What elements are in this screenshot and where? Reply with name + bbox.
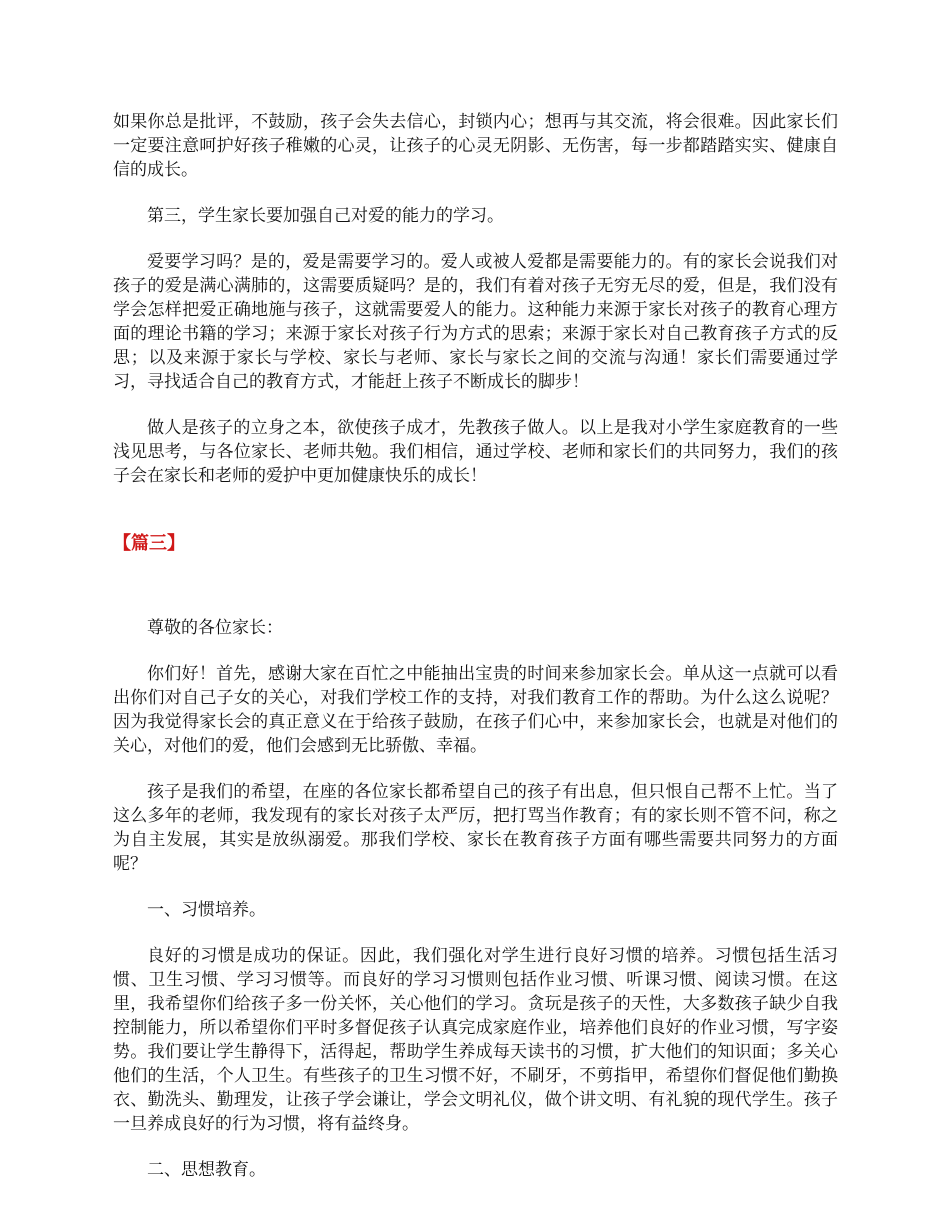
paragraph: 你们好！首先，感谢大家在百忙之中能抽出宝贵的时间来参加家长会。单从这一点就可以看出你们对自己子女的关心，对我们学校工作的支持，对我们教育工作的帮助。为什么这么说呢？因为我觉得家长会的真正意义在于给孩子鼓励，在孩子们心中，来参加家长会，也就是对他们的关心，对他们的爱，他们会感到无比骄傲、幸福。 [113, 664, 838, 756]
paragraph: 爱要学习吗？是的，爱是需要学习的。爱人或被人爱都是需要能力的。有的家长会说我们对孩子的爱是满心满肺的，这需要质疑吗？是的，我们有着对孩子无穷无尽的爱，但是，我们没有学会怎样把爱正确地施与孩子，这就需要爱人的能力。这种能力来源于家长对孩子的教育心理方面的理论书籍的学习；来源于家长对孩子行为方式的思索；来源于家长对自己教育孩子方式的反思；以及来源于家长与学校、家长与老师、家长与家长之间的交流与沟通！家长们需要通过学习，寻找适合自己的教育方式，才能赶上孩子不断成长的脚步！ [113, 252, 838, 392]
subheading: 一、习惯培养。 [147, 900, 266, 920]
salutation: 尊敬的各位家长： [147, 618, 283, 638]
paragraph: 孩子是我们的希望，在座的各位家长都希望自己的孩子有出息，但只恨自己帮不上忙。当了这么多年的老师，我发现有的家长对孩子太严厉，把打骂当作教育；有的家长则不管不问，称之为自主发展，其实是放纵溺爱。那我们学校、家长在教育孩子方面有哪些需要共同努力的方面呢？ [113, 782, 838, 874]
paragraph: 第三，学生家长要加强自己对爱的能力的学习。 [147, 206, 504, 226]
document-page [113, 110, 838, 1204]
paragraph: 如果你总是批评，不鼓励，孩子会失去信心，封锁内心；想再与其交流，将会很难。因此家长们一定要注意呵护好孩子稚嫩的心灵，让孩子的心灵无阴影、无伤害，每一步都踏踏实实、健康自信的成长。 [113, 112, 838, 180]
section-heading: 【篇三】 [113, 533, 185, 554]
subheading: 二、思想教育。 [147, 1160, 266, 1180]
paragraph: 良好的习惯是成功的保证。因此，我们强化对学生进行良好习惯的培养。习惯包括生活习惯、卫生习惯、学习习惯等。而良好的学习习惯则包括作业习惯、听课习惯、阅读习惯。在这里，我希望你们给孩子多一份关怀，关心他们的学习。贪玩是孩子的天性，大多数孩子缺少自我控制能力，所以希望你们平时多督促孩子认真完成家庭作业，培养他们良好的作业习惯，写字姿势。我们要让学生静得下，活得起，帮助学生养成每天读书的习惯，扩大他们的知识面；多关心他们的生活，个人卫生。有些孩子的卫生习惯不好，不刷牙，不剪指甲，希望你们督促他们勤换衣、勤洗头、勤理发，让孩子学会谦让，学会文明礼仪，做个讲文明、有礼貌的现代学生。孩子一旦养成良好的行为习惯，将有益终身。 [113, 946, 838, 1134]
paragraph: 做人是孩子的立身之本，欲使孩子成才，先教孩子做人。以上是我对小学生家庭教育的一些浅见思考，与各位家长、老师共勉。我们相信，通过学校、老师和家长们的共同努力，我们的孩子会在家长和老师的爱护中更加健康快乐的成长！ [113, 418, 838, 486]
